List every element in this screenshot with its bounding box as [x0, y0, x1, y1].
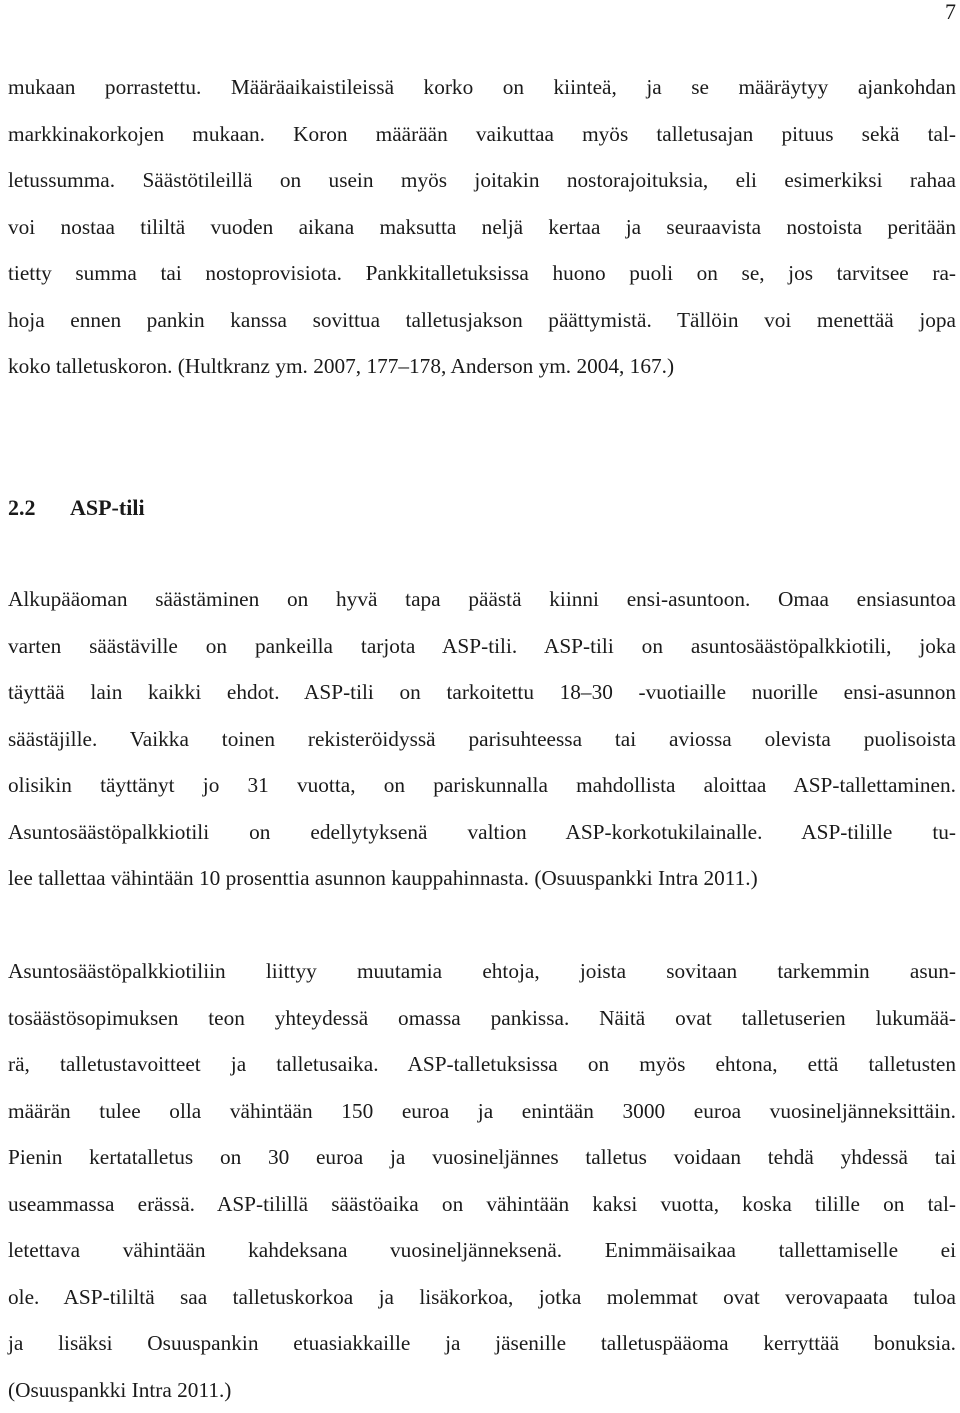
- paragraph-line: rä, talletustavoitteet ja talletusaika. ASP-talletuksissa on myös ehtona, että talletusten: [8, 1041, 956, 1088]
- paragraph-line: ole. ASP-tililtä saa talletuskorkoa ja lisäkorkoa, jotka molemmat ovat verovapaata tuloa: [8, 1274, 956, 1321]
- paragraph-line: olisikin täyttänyt jo 31 vuotta, on pariskunnalla mahdollista aloittaa ASP-tallettaminen.: [8, 762, 956, 809]
- paragraph-line: mukaan porrastettu. Määräaikaistileissä korko on kiinteä, ja se määräytyy ajankohdan: [8, 64, 956, 111]
- paragraph-line: letettava vähintään kahdeksana vuosineljänneksenä. Enimmäisaikaa tallettamiselle ei: [8, 1227, 956, 1274]
- paragraph-line: useammassa erässä. ASP-tilillä säästöaika on vähintään kaksi vuotta, koska tilille on tal-: [8, 1181, 956, 1228]
- section-number: 2.2: [8, 485, 70, 531]
- paragraph-2: [8, 576, 956, 902]
- paragraph-line: markkinakorkojen mukaan. Koron määrään vaikuttaa myös talletusajan pituus sekä tal-: [8, 111, 956, 158]
- paragraph-line: säästäjille. Vaikka toinen rekisteröidyssä parisuhteessa tai aviossa olevista puolisoista: [8, 716, 956, 763]
- paragraph-line: letussumma. Säästötileillä on usein myös joitakin nostorajoituksia, eli esimerkiksi rahaa: [8, 157, 956, 204]
- paragraph-line: lee tallettaa vähintään 10 prosenttia asunnon kauppahinnasta. (Osuuspankki Intra 2011.): [8, 855, 956, 902]
- section-heading: [8, 485, 145, 531]
- paragraph-line: (Osuuspankki Intra 2011.): [8, 1367, 956, 1413]
- paragraph-line: tosäästösopimuksen teon yhteydessä omassa pankissa. Näitä ovat talletuserien lukumää-: [8, 995, 956, 1042]
- paragraph-line: voi nostaa tililtä vuoden aikana maksutta neljä kertaa ja seuraavista nostoista peritään: [8, 204, 956, 251]
- page-number: 7: [945, 0, 956, 24]
- paragraph-line: varten säästäville on pankeilla tarjota ASP-tili. ASP-tili on asuntosäästöpalkkiotili, joka: [8, 623, 956, 670]
- paragraph-line: määrän tulee olla vähintään 150 euroa ja enintään 3000 euroa vuosineljänneksittäin.: [8, 1088, 956, 1135]
- paragraph-1: [8, 64, 956, 390]
- paragraph-line: Alkupääoman säästäminen on hyvä tapa päästä kiinni ensi-asuntoon. Omaa ensiasuntoa: [8, 576, 956, 623]
- paragraph-line: tietty summa tai nostoprovisiota. Pankkitalletuksissa huono puoli on se, jos tarvitsee ra-: [8, 250, 956, 297]
- paragraph-line: Asuntosäästöpalkkiotili on edellytyksenä valtion ASP-korkotukilainalle. ASP-tilille tu-: [8, 809, 956, 856]
- paragraph-line: Pienin kertatalletus on 30 euroa ja vuosineljännes talletus voidaan tehdä yhdessä tai: [8, 1134, 956, 1181]
- paragraph-line: Asuntosäästöpalkkiotiliin liittyy muutamia ehtoja, joista sovitaan tarkemmin asun-: [8, 948, 956, 995]
- paragraph-3: [8, 948, 956, 1413]
- section-title: ASP-tili: [70, 495, 145, 520]
- paragraph-line: koko talletuskoron. (Hultkranz ym. 2007, 177–178, Anderson ym. 2004, 167.): [8, 343, 956, 390]
- paragraph-line: ja lisäksi Osuuspankin etuasiakkaille ja jäsenille talletuspääoma kerryttää bonuksia.: [8, 1320, 956, 1367]
- paragraph-line: täyttää lain kaikki ehdot. ASP-tili on tarkoitettu 18–30 -vuotiaille nuorille ensi-asunnon: [8, 669, 956, 716]
- paragraph-line: hoja ennen pankin kanssa sovittua talletusjakson päättymistä. Tällöin voi menettää jopa: [8, 297, 956, 344]
